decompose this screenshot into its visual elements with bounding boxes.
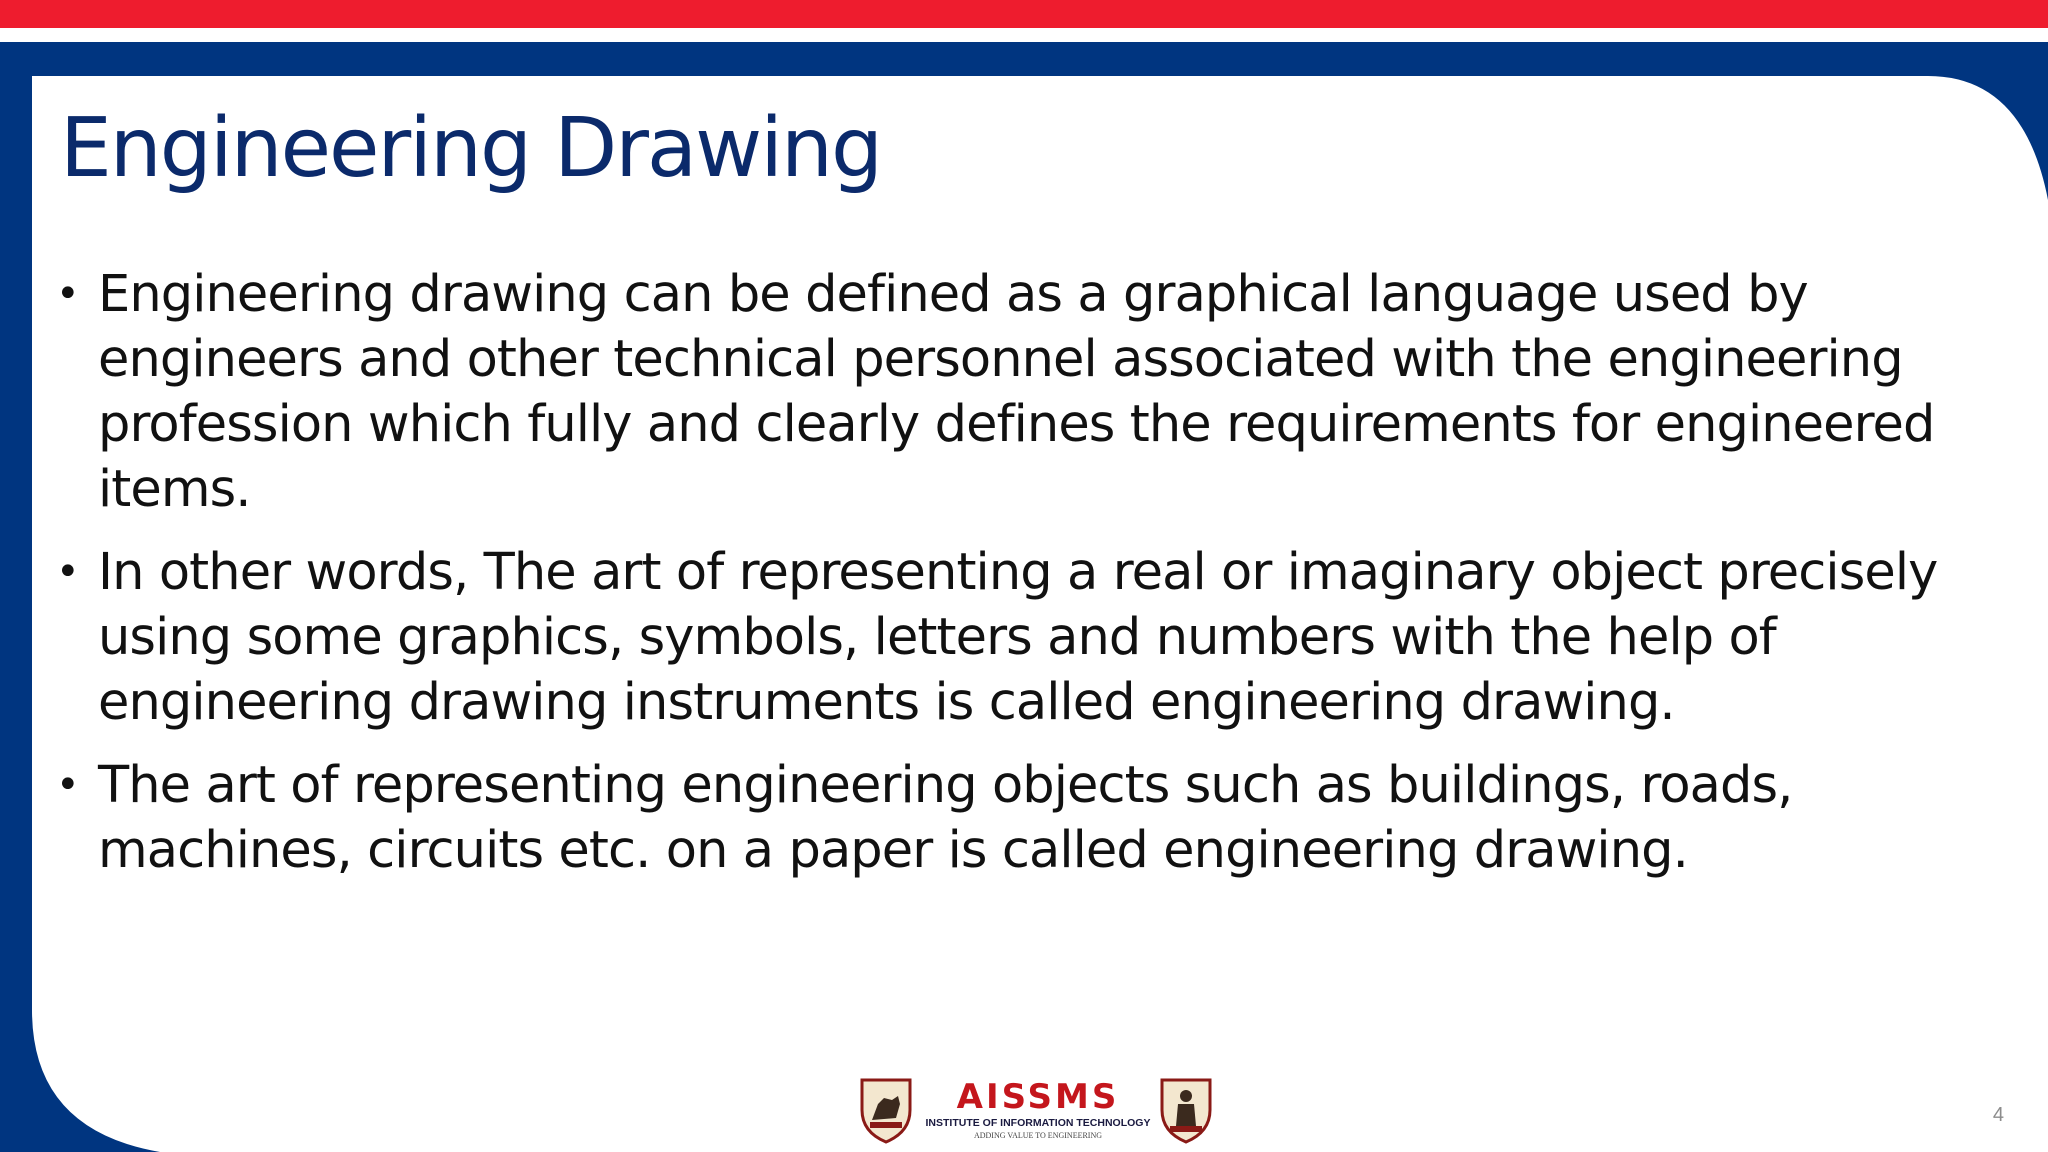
logo-subtitle: INSTITUTE OF INFORMATION TECHNOLOGY: [925, 1117, 1151, 1129]
bullet-dot-icon: •: [56, 762, 79, 808]
bullet-item: [54, 753, 2014, 883]
bullet-text: The art of representing engineering objects such as buildings, roads, machines, circuits etc. on a paper is called engineering drawing.: [98, 756, 1793, 880]
aissms-logo: [858, 1074, 1214, 1146]
right-crest-icon: [1162, 1080, 1210, 1142]
bullet-dot-icon: •: [56, 271, 79, 317]
left-crest-icon: [862, 1080, 910, 1142]
logo-tagline: ADDING VALUE TO ENGINEERING: [973, 1131, 1103, 1140]
bullet-dot-icon: •: [56, 549, 79, 595]
top-white-gap: [0, 28, 2048, 42]
page-number: 4: [1992, 1104, 2004, 1126]
bullet-list: [54, 262, 2014, 901]
slide-title: Engineering Drawing: [60, 101, 882, 196]
bullet-item: [54, 540, 2014, 735]
bullet-text: In other words, The art of representing a real or imaginary object precisely using some graphics, symbols, letters and numbers with the help of engineering drawing instruments is called engineering drawing.: [98, 543, 1938, 732]
logo-name: AISSMS: [956, 1077, 1120, 1117]
top-red-stripe: [0, 0, 2048, 28]
bullet-item: [54, 262, 2014, 522]
bullet-text: Engineering drawing can be defined as a graphical language used by engineers and other technical personnel associated with the engineering profession which fully and clearly defines the requirements for engineered items.: [98, 265, 1935, 519]
